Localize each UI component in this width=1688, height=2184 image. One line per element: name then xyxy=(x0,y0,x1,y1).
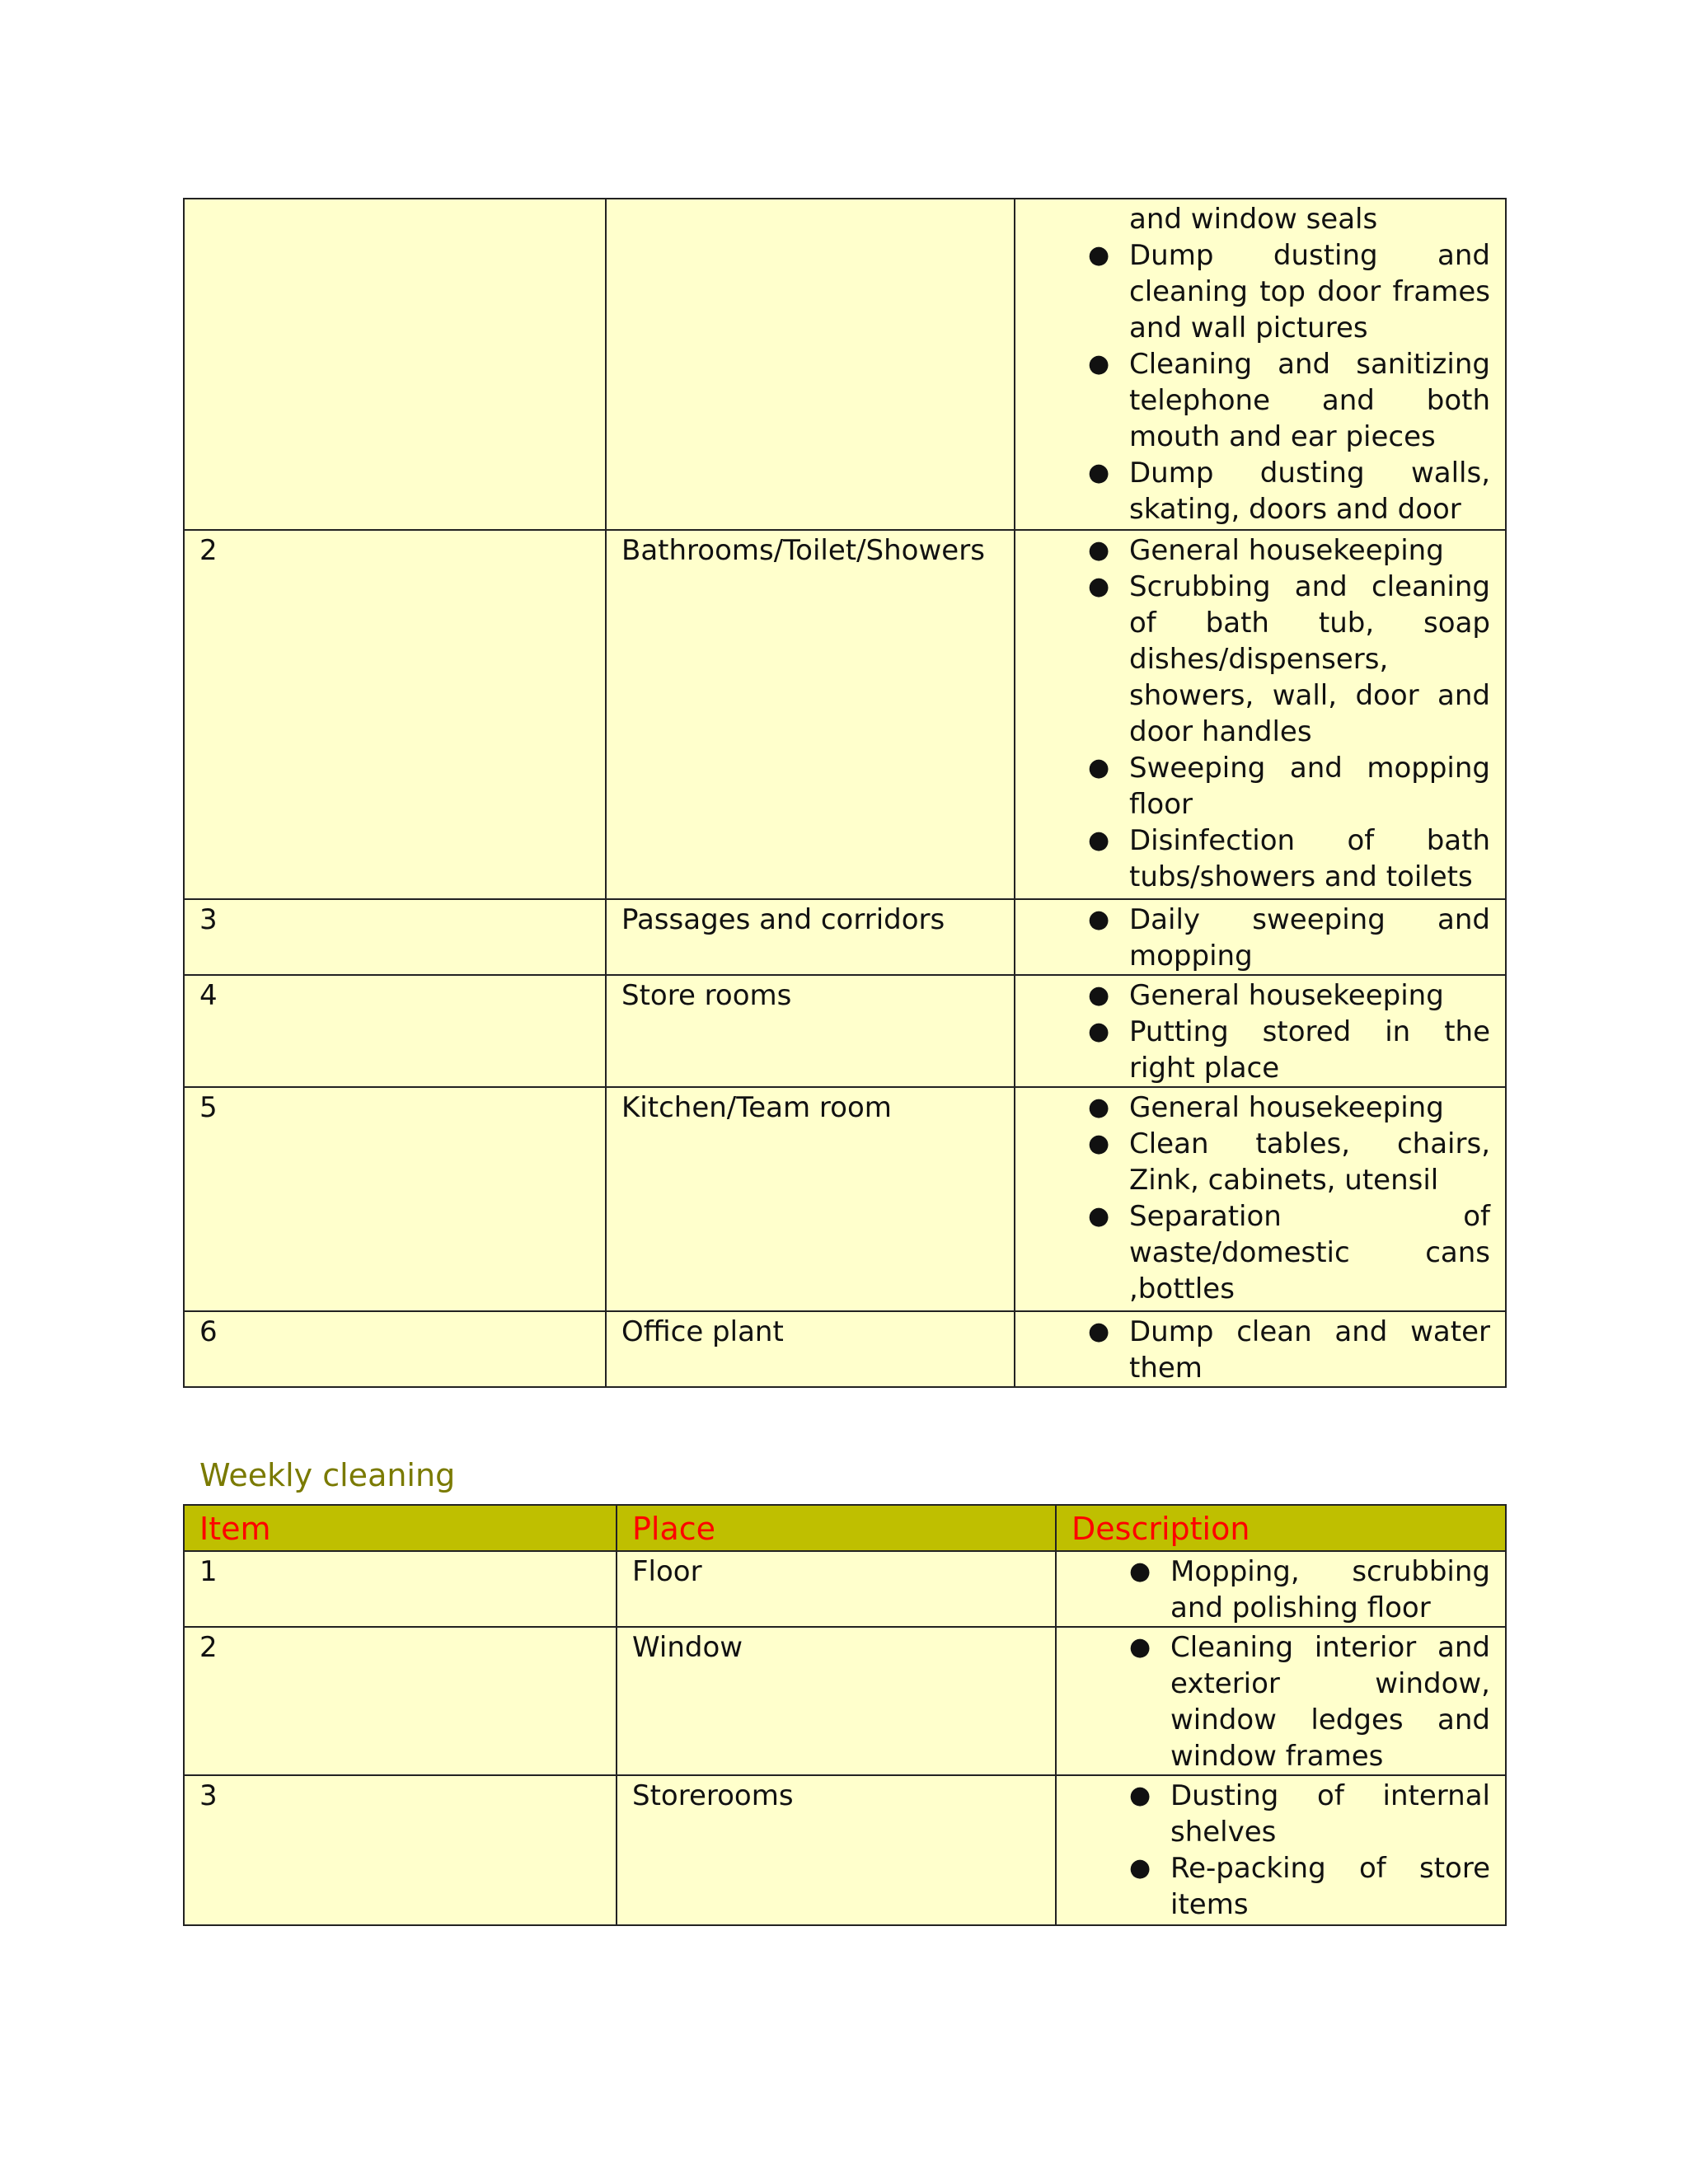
list-item: ● General housekeeping xyxy=(1088,1091,1444,1124)
table-row xyxy=(184,1551,1506,1627)
bullet-icon: ● xyxy=(1088,905,1110,934)
table-row xyxy=(184,899,1506,975)
description-cell xyxy=(1015,1311,1506,1387)
place-cell: Bathrooms/Toilet/Showers xyxy=(606,530,1015,899)
place-cell: Window xyxy=(617,1627,1056,1775)
list-item: ● Clean tables, chairs, Zink, cabinets, utensil xyxy=(1088,1127,1490,1197)
bullet-icon: ● xyxy=(1088,1202,1110,1230)
description-cell xyxy=(1056,1551,1506,1627)
description-cell xyxy=(1015,899,1506,975)
bullet-icon: ● xyxy=(1088,349,1110,378)
table-row xyxy=(184,199,1506,530)
bullet-icon: ● xyxy=(1129,1633,1151,1661)
section-title: Weekly cleaning xyxy=(199,1457,456,1493)
bullet-icon: ● xyxy=(1088,1129,1110,1158)
daily-cleaning-table xyxy=(183,198,1507,1388)
list-item: ● Cleaning interior and exterior window, window ledges and window frames xyxy=(1129,1631,1490,1773)
table-row xyxy=(184,1775,1506,1925)
column-header-description: Description xyxy=(1056,1505,1506,1551)
item-cell xyxy=(184,199,606,530)
column-header-item: Item xyxy=(184,1505,617,1551)
continuation-text: and window seals xyxy=(1129,203,1378,236)
list-item: ● Putting stored in the right place xyxy=(1088,1015,1490,1085)
list-item: ● Sweeping and mopping floor xyxy=(1088,752,1490,821)
list-item: ● Dump dusting and cleaning top door frames and wall pictures xyxy=(1088,239,1490,344)
bullet-icon: ● xyxy=(1129,1781,1151,1810)
description-cell xyxy=(1015,199,1506,530)
item-cell: 3 xyxy=(184,899,606,975)
item-cell: 2 xyxy=(184,530,606,899)
description-list xyxy=(1030,977,1490,1086)
description-list xyxy=(1071,1629,1490,1774)
description-list xyxy=(1030,237,1490,527)
list-item: ● Daily sweeping and mopping xyxy=(1088,903,1490,972)
column-header-place: Place xyxy=(617,1505,1056,1551)
bullet-icon: ● xyxy=(1088,1017,1110,1046)
bullet-icon: ● xyxy=(1088,241,1110,269)
description-list xyxy=(1071,1554,1490,1626)
description-cell xyxy=(1015,530,1506,899)
description-cell xyxy=(1015,975,1506,1087)
list-item: ● Disinfection of bath tubs/showers and toilets xyxy=(1088,824,1490,893)
item-cell: 1 xyxy=(184,1551,617,1627)
table-row xyxy=(184,1627,1506,1775)
description-list xyxy=(1071,1778,1490,1923)
bullet-icon: ● xyxy=(1129,1854,1151,1882)
bullet-icon: ● xyxy=(1088,1093,1110,1122)
description-cell xyxy=(1056,1627,1506,1775)
table-header-row xyxy=(184,1505,1506,1551)
item-cell: 3 xyxy=(184,1775,617,1925)
table-row xyxy=(184,1087,1506,1311)
place-cell xyxy=(606,199,1015,530)
item-cell: 2 xyxy=(184,1627,617,1775)
description-cell xyxy=(1056,1775,1506,1925)
item-cell: 4 xyxy=(184,975,606,1087)
bullet-icon: ● xyxy=(1129,1557,1151,1586)
description-list xyxy=(1030,1090,1490,1307)
bullet-icon: ● xyxy=(1088,753,1110,782)
place-cell: Storerooms xyxy=(617,1775,1056,1925)
bullet-icon: ● xyxy=(1088,572,1110,601)
bullet-icon: ● xyxy=(1088,458,1110,487)
description-cell xyxy=(1015,1087,1506,1311)
list-item: ● Dump dusting walls, skating, doors and door xyxy=(1088,457,1490,526)
item-cell: 6 xyxy=(184,1311,606,1387)
list-item: ● Separation of waste/domestic cans ,bottles xyxy=(1088,1200,1490,1305)
place-cell: Floor xyxy=(617,1551,1056,1627)
list-item: ● General housekeeping xyxy=(1088,534,1444,567)
bullet-icon: ● xyxy=(1088,981,1110,1010)
description-list xyxy=(1030,1314,1490,1386)
list-item: ● Cleaning and sanitizing telephone and both mouth and ear pieces xyxy=(1088,348,1490,453)
list-item: ● General housekeeping xyxy=(1088,979,1444,1012)
place-cell: Passages and corridors xyxy=(606,899,1015,975)
bullet-icon: ● xyxy=(1088,536,1110,565)
bullet-icon: ● xyxy=(1088,1317,1110,1346)
list-item: ● Dusting of internal shelves xyxy=(1129,1779,1490,1849)
weekly-cleaning-table xyxy=(183,1504,1507,1926)
item-cell: 5 xyxy=(184,1087,606,1311)
description-list xyxy=(1030,902,1490,974)
table-row xyxy=(184,975,1506,1087)
bullet-icon: ● xyxy=(1088,826,1110,855)
place-cell: Kitchen/Team room xyxy=(606,1087,1015,1311)
list-item: ● Dump clean and water them xyxy=(1088,1315,1490,1385)
place-cell: Store rooms xyxy=(606,975,1015,1087)
description-list xyxy=(1030,532,1490,895)
place-cell: Office plant xyxy=(606,1311,1015,1387)
list-item: ● Re-packing of store items xyxy=(1129,1852,1490,1921)
table-row xyxy=(184,530,1506,899)
list-item: ● Mopping, scrubbing and polishing floor xyxy=(1129,1555,1490,1624)
table-row xyxy=(184,1311,1506,1387)
list-item: ● Scrubbing and cleaning of bath tub, soap dishes/dispensers, showers, wall, door and door handles xyxy=(1088,570,1490,748)
